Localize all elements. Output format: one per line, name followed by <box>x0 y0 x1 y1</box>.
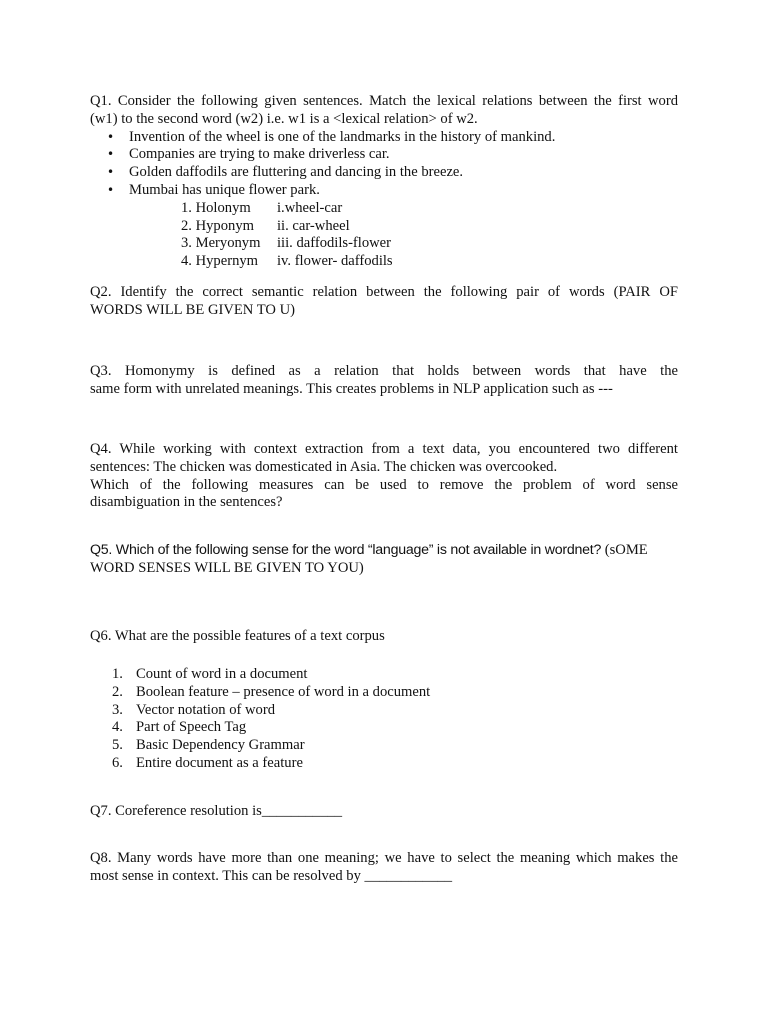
word-pair: iv. flower- daffodils <box>277 253 393 270</box>
item-number: 4. <box>112 719 123 736</box>
list-item <box>90 702 678 720</box>
sentence-item: • Invention of the wheel is one of the landmarks in the history of mankind. <box>90 129 678 147</box>
question-6 <box>90 628 678 646</box>
relation-label: 4. Hypernym <box>181 253 259 270</box>
sentence-item: • Mumbai has unique flower park. <box>90 182 678 200</box>
question-3 <box>90 363 678 399</box>
relation-label: 1. Holonym <box>181 199 251 216</box>
question-7-line: Q7. Coreference resolution is___________ <box>90 803 343 819</box>
relation-label: 3. Meryonym <box>181 235 261 252</box>
item-number: 5. <box>112 737 123 754</box>
item-number: 2. <box>112 683 123 700</box>
question-4-line: Which of the following measures can be used to remove the problem of word sense <box>90 476 678 493</box>
list-item <box>90 719 678 737</box>
question-5 <box>90 542 678 578</box>
match-row <box>181 218 678 236</box>
question-1-line: Q1. Consider the following given sentences. Match the lexical relations between the first word <box>90 93 678 109</box>
sentence-list <box>90 129 678 200</box>
item-number: 1. <box>112 666 123 682</box>
item-text: Entire document as a feature <box>136 754 303 771</box>
question-1 <box>90 93 678 271</box>
question-5-line: WORD SENSES WILL BE GIVEN TO YOU) <box>90 559 364 576</box>
item-text: Count of word in a document <box>136 666 308 682</box>
list-item <box>90 755 678 773</box>
match-table <box>181 200 678 271</box>
sentence-item: • Golden daffodils are fluttering and dancing in the breeze. <box>90 164 678 182</box>
question-5-note: (sOME <box>601 542 648 558</box>
question-4-line: sentences: The chicken was domesticated in Asia. The chicken was overcooked. <box>90 458 558 475</box>
match-row <box>181 253 678 271</box>
sentence-item: • Companies are trying to make driverless car. <box>90 146 678 164</box>
feature-list <box>90 666 678 773</box>
question-2 <box>90 284 678 320</box>
question-4 <box>90 441 678 512</box>
question-8-line: Q8. Many words have more than one meaning; we have to select the meaning which makes the <box>90 850 678 866</box>
match-row <box>181 200 678 218</box>
match-row <box>181 235 678 253</box>
word-pair: i.wheel-car <box>277 199 343 216</box>
list-item <box>90 666 678 684</box>
item-number: 6. <box>112 754 123 771</box>
item-text: Part of Speech Tag <box>136 719 247 736</box>
question-8 <box>90 850 678 886</box>
feature-list-block <box>90 666 678 773</box>
word-pair: iii. daffodils-flower <box>277 235 392 252</box>
question-2-line: Q2. Identify the correct semantic relation between the following pair of words (PAIR OF <box>90 284 678 300</box>
item-number: 3. <box>112 701 123 718</box>
item-text: Boolean feature – presence of word in a document <box>136 683 431 700</box>
relation-label: 2. Hyponym <box>181 217 254 234</box>
list-item <box>90 737 678 755</box>
question-3-line: same form with unrelated meanings. This creates problems in NLP application such as --- <box>90 380 613 397</box>
question-5-line <box>90 542 678 560</box>
question-6-line: Q6. What are the possible features of a text corpus <box>90 628 385 644</box>
question-4-line: Q4. While working with context extraction from a text data, you encountered two different <box>90 441 678 457</box>
item-text: Basic Dependency Grammar <box>136 737 305 754</box>
question-1-line: (w1) to the second word (w2) i.e. w1 is a <lexical relation> of w2. <box>90 110 478 127</box>
question-5-text: Q5. Which of the following sense for the word “language” is not available in wordnet? <box>90 542 602 558</box>
list-item <box>90 684 678 702</box>
question-4-line: disambiguation in the sentences? <box>90 494 283 511</box>
word-pair: ii. car-wheel <box>277 217 350 234</box>
question-3-line: Q3. Homonymy is defined as a relation that holds between words that have the <box>90 363 678 379</box>
question-2-line: WORDS WILL BE GIVEN TO U) <box>90 301 295 318</box>
question-8-line: most sense in context. This can be resolved by ____________ <box>90 867 453 884</box>
item-text: Vector notation of word <box>136 701 276 718</box>
question-7 <box>90 803 678 821</box>
